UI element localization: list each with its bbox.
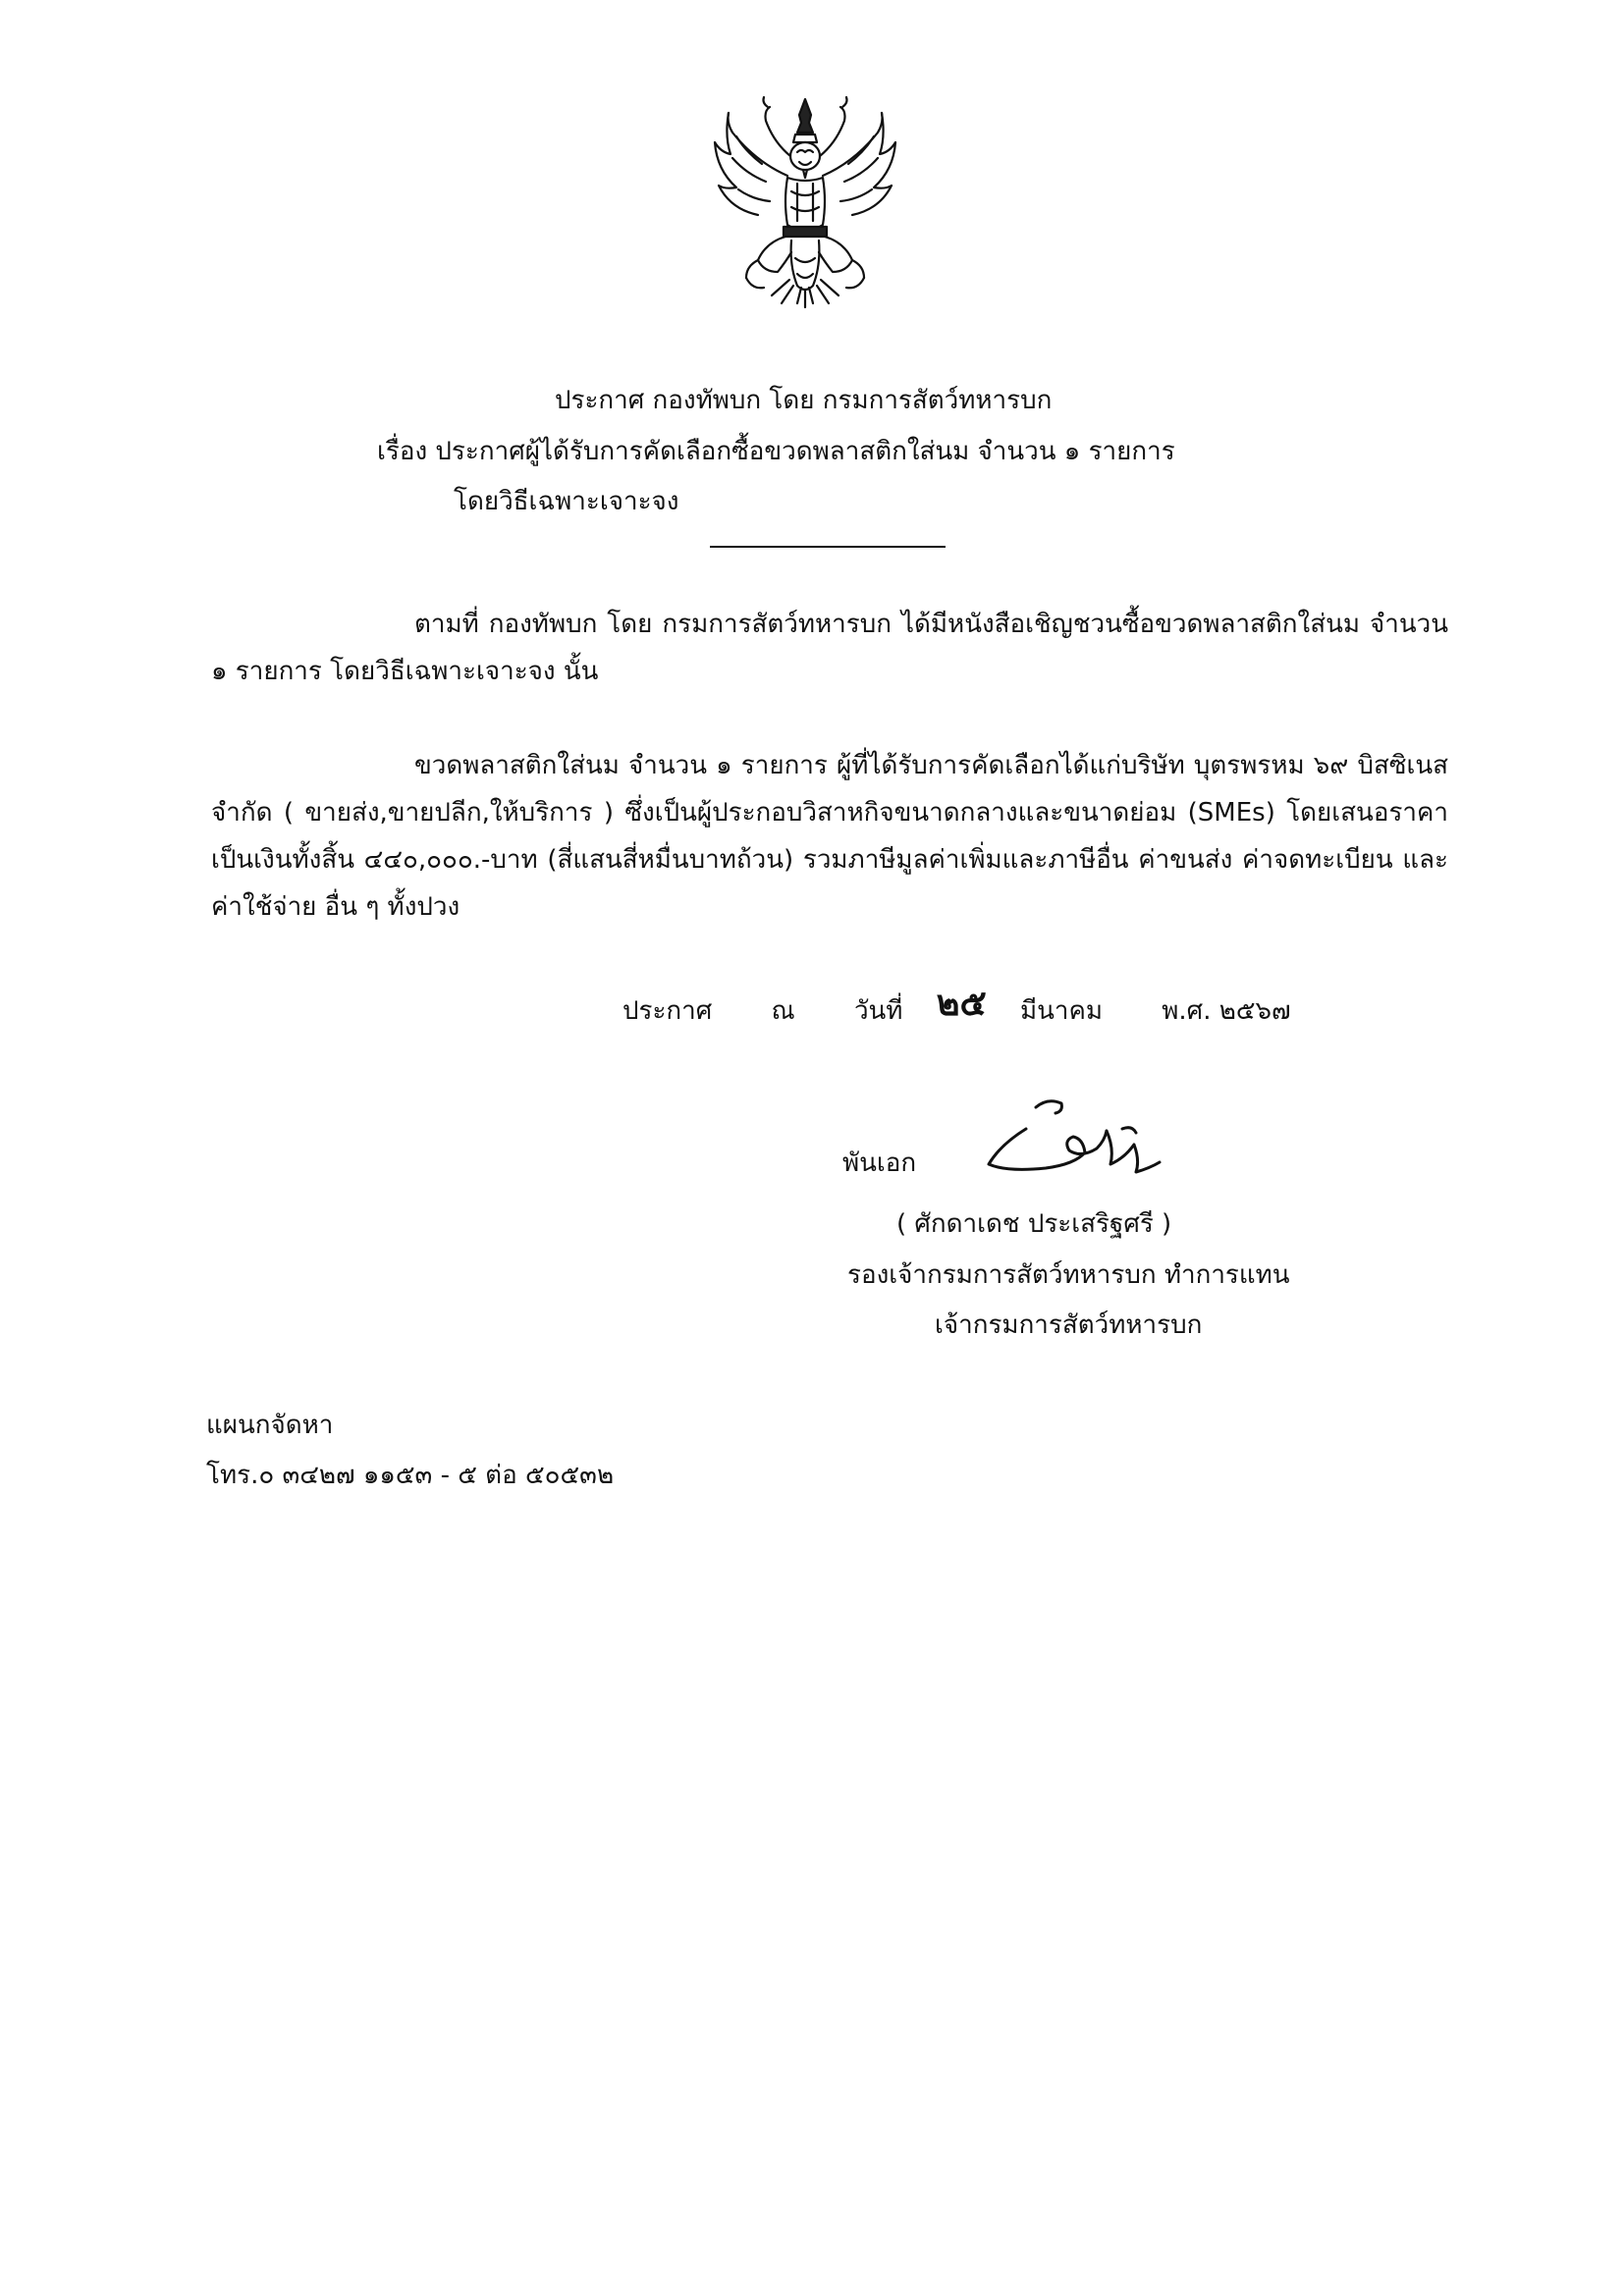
at-label: ณ: [771, 996, 795, 1026]
day-label: วันที่: [853, 996, 903, 1026]
signer-position-2: เจ้ากรมการสัตว์ทหารบก: [935, 1310, 1203, 1340]
day-value: ๒๕: [936, 984, 987, 1024]
signer-position-1: รองเจ้ากรมการสัตว์ทหารบก ทำการแทน: [847, 1260, 1290, 1290]
procurement-method: โดยวิธีเฉพาะเจาะจง: [454, 487, 679, 516]
body-paragraph-1: ตามที่ กองทัพบก โดย กรมการสัตว์ทหารบก ได้มีหนังสือเชิญชวนซื้อขวดพลาสติกใส่นม จำนวน ๑ รายการ โดยวิธีเฉพาะเจาะจง นั้น: [211, 610, 1448, 686]
signer-rank: พันเอก: [842, 1148, 917, 1178]
signer-name: ( ศักดาเดช ประเสริฐศรี ): [896, 1209, 1172, 1239]
announcement-title: ประกาศ กองทัพบก โดย กรมการสัตว์ทหารบก: [555, 386, 1053, 415]
contact-phone: โทร.๐ ๓๔๒๗ ๑๑๕๓ - ๕ ต่อ ๕๐๕๓๒: [206, 1461, 615, 1490]
announce-label: ประกาศ: [622, 996, 713, 1026]
announcement-subject: เรื่อง ประกาศผู้ได้รับการคัดเลือกซื้อขวดพลาสติกใส่นม จำนวน ๑ รายการ: [377, 437, 1175, 466]
contact-unit: แผนกจัดหา: [206, 1411, 334, 1440]
garuda-emblem-icon: [707, 93, 903, 324]
handwritten-signature: [967, 1090, 1168, 1188]
year-value: พ.ศ. ๒๕๖๗: [1162, 996, 1291, 1026]
announcement-date: [622, 984, 1291, 1031]
body-paragraph-2: ขวดพลาสติกใส่นม จำนวน ๑ รายการ ผู้ที่ได้รับการคัดเลือกได้แก่บริษัท บุตรพรหม ๖๙ บิสซิเนส จำกัด ( ขายส่ง,ขายปลีก,ให้บริการ ) ซึ่งเป็นผู้ประกอบวิสาหกิจขนาดกลางและขนาดย่อม (SMEs) โดยเสนอราคา เป็นเงินทั้งสิ้น ๔๔๐,๐๐๐.-บาท (สี่แสนสี่หมื่นบาทถ้วน) รวมภาษีมูลค่าเพิ่มและภาษีอื่น ค่าขนส่ง ค่าจดทะเบียน และค่าใช้จ่าย อื่น ๆ ทั้งปวง: [211, 751, 1448, 922]
header-divider: [710, 546, 946, 548]
month-value: มีนาคม: [1019, 996, 1104, 1026]
